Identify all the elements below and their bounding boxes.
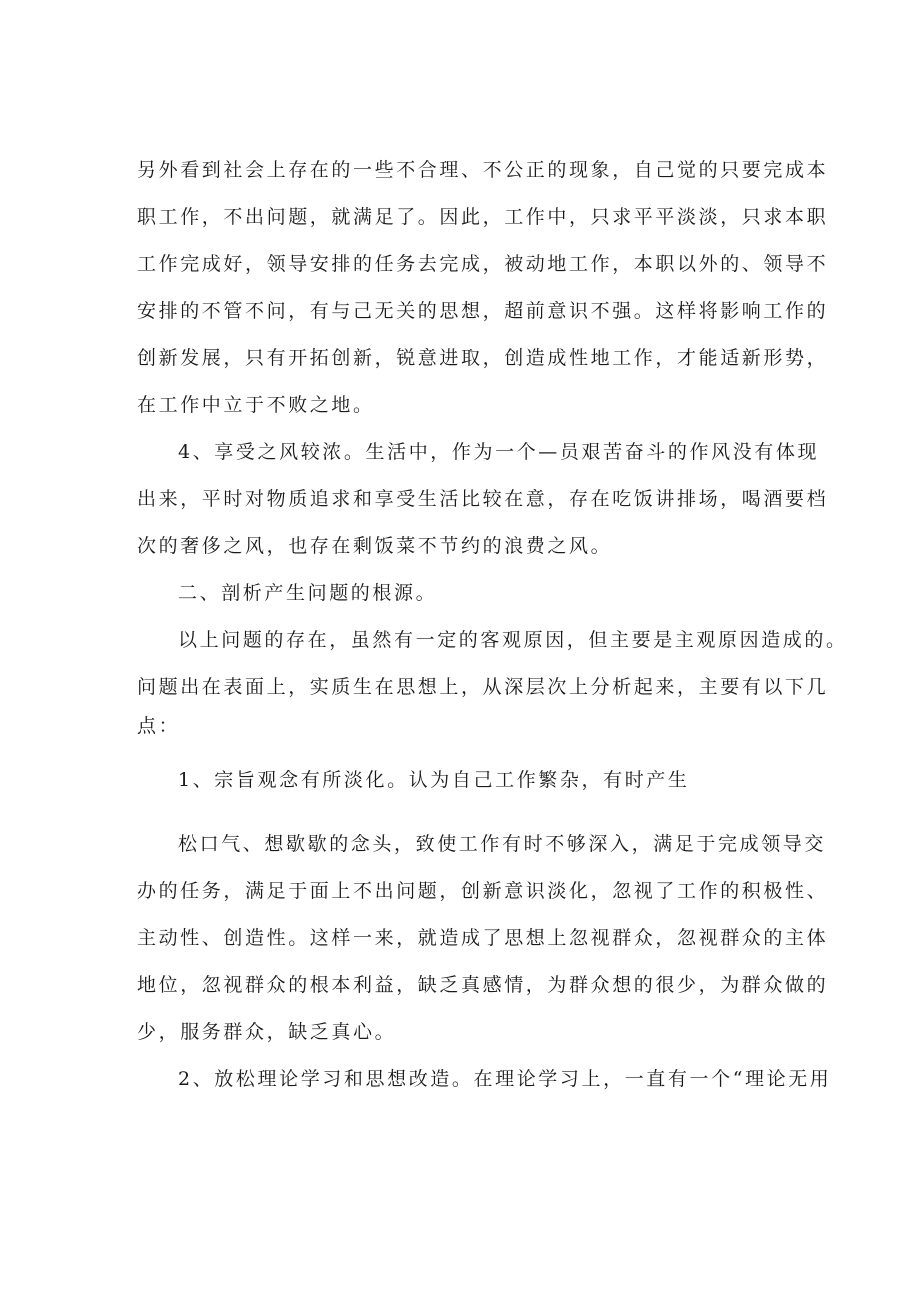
text-line: 问题出在表面上，实质生在思想上，从深层次上分析起来，主要有以下几 xyxy=(137,676,829,698)
text-line: 地位，忽视群众的根本利益，缺乏真感情，为群众想的很少，为群众做的 xyxy=(137,974,829,996)
text-line: 松口气、想歇歇的念头，致使工作有时不够深入，满足于完成领导交 xyxy=(178,833,827,855)
text-line: 2、放松理论学习和思想改造。在理论学习上，一直有一个“理论无用 xyxy=(178,1068,832,1090)
text-line: 少，服务群众，缺乏真心。 xyxy=(137,1021,397,1043)
text-line: 办的任务，满足于面上不出问题，创新意识淡化，忽视了工作的积极性、 xyxy=(137,880,829,902)
text-line: 出来，平时对物质追求和享受生活比较在意，存在吃饭讲排场，喝酒要档 xyxy=(137,488,829,510)
text-line: 职工作，不出问题，就满足了。因此，工作中，只求平平淡淡，只求本职 xyxy=(137,206,829,228)
text-line: 工作完成好，领导安排的任务去完成，被动地工作，本职以外的、领导不 xyxy=(137,253,829,275)
text-line: 另外看到社会上存在的一些不合理、不公正的现象，自己觉的只要完成本 xyxy=(137,159,829,181)
text-line: 1、宗旨观念有所淡化。认为自己工作繁杂，有时产生 xyxy=(178,769,690,791)
text-line: 次的奢侈之风，也存在剩饭菜不节约的浪费之风。 xyxy=(137,535,613,557)
text-line: 4、享受之风较浓。生活中，作为一个—员艰苦奋斗的作风没有体现 xyxy=(178,441,820,463)
text-line: 以上问题的存在，虽然有一定的客观原因，但主要是主观原因造成的。 xyxy=(178,629,848,651)
section-heading: 二、剖析产生问题的根源。 xyxy=(178,582,438,604)
text-line: 主动性、创造性。这样一来，就造成了思想上忽视群众，忽视群众的主体 xyxy=(137,927,829,949)
text-line: 点： xyxy=(137,715,181,737)
text-line: 创新发展，只有开拓创新，锐意进取，创造成性地工作，才能适新形势， xyxy=(137,347,829,369)
text-line: 在工作中立于不败之地。 xyxy=(137,394,375,416)
text-line: 安排的不管不问，有与己无关的思想，超前意识不强。这样将影响工作的 xyxy=(137,300,829,322)
